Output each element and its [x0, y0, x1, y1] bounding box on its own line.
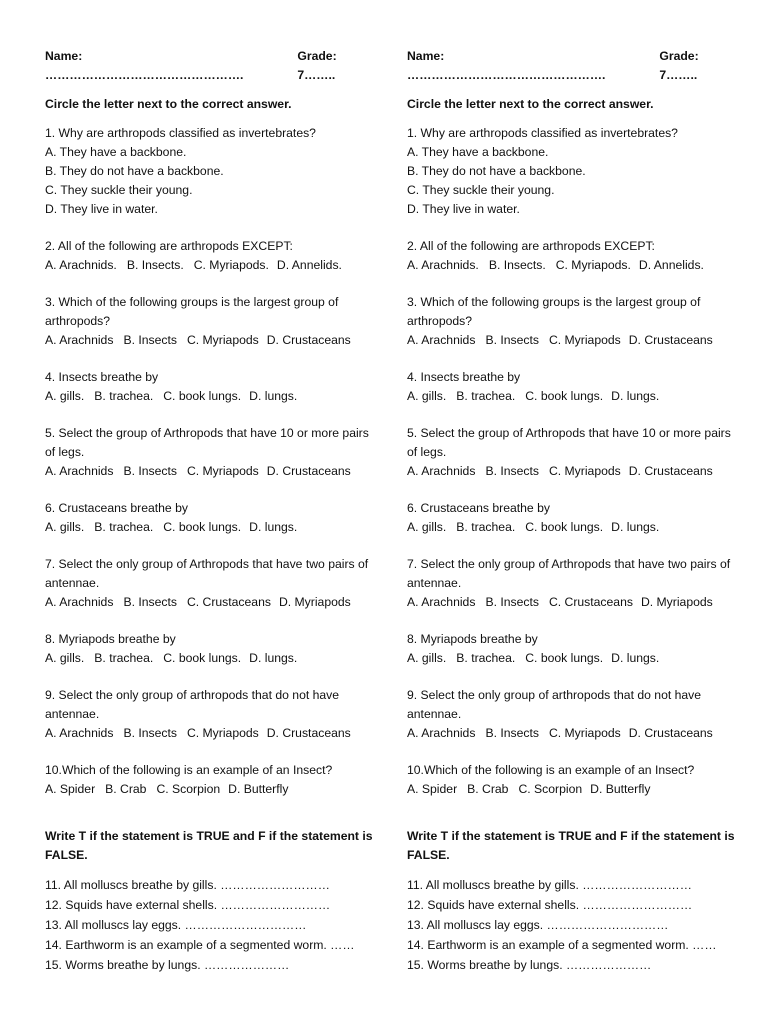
instruction-text: Circle the letter next to the correct answer. [407, 97, 654, 111]
answer-option: D. lungs. [249, 651, 298, 665]
answer-option: D. lungs. [611, 389, 660, 403]
question-3 [407, 293, 737, 350]
question-9 [407, 686, 737, 743]
question-6 [45, 499, 375, 537]
answer-options-row [45, 518, 375, 537]
answer-option: C. Myriapods. [193, 258, 269, 272]
answer-options-row [45, 593, 375, 612]
answer-option: C. Myriapods [186, 726, 259, 740]
answer-option: C. Myriapods [548, 464, 621, 478]
answer-option: D. They live in water. [45, 202, 158, 216]
question-stem: 2. All of the following are arthropods EXCEPT: [45, 239, 293, 253]
answer-option: A. Spider [407, 782, 458, 796]
name-label: Name: …………………………………………. [407, 49, 606, 82]
answer-option: C. Crustaceans [186, 595, 271, 609]
question-stem: 1. Why are arthropods classified as invertebrates? [45, 126, 316, 140]
answer-option: B. trachea. [94, 520, 154, 534]
answer-option: D. Annelids. [638, 258, 704, 272]
answer-option: C. book lungs. [163, 389, 242, 403]
worksheet-copy-left [45, 47, 375, 975]
question-stem: 1. Why are arthropods classified as invertebrates? [407, 126, 678, 140]
answer-options-row [407, 387, 737, 406]
answer-options-row [45, 462, 375, 481]
answer-option: A. gills. [407, 389, 447, 403]
answer-option: A. They have a backbone. [407, 145, 549, 159]
question-stem: 7. Select the only group of Arthropods that have two pairs of antennae. [45, 557, 369, 590]
question-stem: 4. Insects breathe by [45, 370, 159, 384]
true-false-item: 12. Squids have external shells. ……………………… [407, 898, 693, 912]
answer-option: D. lungs. [249, 520, 298, 534]
answer-option: B. Insects [123, 726, 177, 740]
true-false-instruction: Write T if the statement is TRUE and F if the statement is FALSE. [407, 829, 735, 862]
answer-option: D. Myriapods [640, 595, 713, 609]
question-stem: 9. Select the only group of arthropods that do not have antennae. [407, 688, 702, 721]
answer-option: C. Myriapods [548, 333, 621, 347]
question-10 [407, 761, 737, 799]
question-stem: 2. All of the following are arthropods EXCEPT: [407, 239, 655, 253]
question-stem: 8. Myriapods breathe by [407, 632, 538, 646]
answer-option: A. gills. [45, 651, 85, 665]
question-stem: 10.Which of the following is an example of an Insect? [407, 763, 695, 777]
question-7 [407, 555, 737, 612]
answer-option: D. Annelids. [276, 258, 342, 272]
question-stem: 6. Crustaceans breathe by [407, 501, 550, 515]
true-false-item: 13. All molluscs lay eggs. ………………………… [45, 918, 307, 932]
answer-option: B. Insects [123, 595, 177, 609]
answer-option: B. Insects. [126, 258, 184, 272]
answer-option: A. Arachnids [45, 726, 114, 740]
question-stem: 9. Select the only group of arthropods that do not have antennae. [45, 688, 340, 721]
question-5 [45, 424, 375, 481]
answer-option: D. Crustaceans [628, 726, 713, 740]
answer-option: D. lungs. [611, 651, 660, 665]
question-3 [45, 293, 375, 350]
answer-options-row [407, 518, 737, 537]
question-1 [45, 124, 375, 219]
question-stem: 4. Insects breathe by [407, 370, 521, 384]
answer-option: B. Crab [105, 782, 147, 796]
question-6 [407, 499, 737, 537]
answer-option: D. Butterfly [590, 782, 651, 796]
answer-option: A. gills. [407, 651, 447, 665]
answer-option: C. Myriapods [548, 726, 621, 740]
answer-option: B. They do not have a backbone. [407, 164, 586, 178]
question-10 [45, 761, 375, 799]
answer-option: A. Arachnids. [407, 258, 479, 272]
question-1 [407, 124, 737, 219]
answer-option: A. Arachnids [407, 333, 476, 347]
answer-options-row [45, 331, 375, 350]
question-stem: 10.Which of the following is an example of an Insect? [45, 763, 333, 777]
question-5 [407, 424, 737, 481]
question-7 [45, 555, 375, 612]
true-false-item: 11. All molluscs breathe by gills. ……………………… [45, 878, 330, 892]
answer-option: A. Arachnids [45, 464, 114, 478]
answer-option: A. gills. [407, 520, 447, 534]
question-9 [45, 686, 375, 743]
answer-options-row [407, 462, 737, 481]
answer-option: A. gills. [45, 389, 85, 403]
answer-option: D. Crustaceans [628, 333, 713, 347]
answer-option: B. trachea. [456, 651, 516, 665]
answer-option: C. Scorpion [156, 782, 221, 796]
answer-option: B. trachea. [456, 389, 516, 403]
answer-options-row [45, 780, 375, 799]
answer-option: B. trachea. [94, 651, 154, 665]
true-false-item: 15. Worms breathe by lungs. ………………… [407, 958, 652, 972]
question-2 [407, 237, 737, 275]
answer-option: B. trachea. [94, 389, 154, 403]
answer-option: C. Scorpion [518, 782, 583, 796]
answer-option: A. Arachnids [45, 595, 114, 609]
question-8 [45, 630, 375, 668]
answer-option: B. Insects [485, 726, 539, 740]
answer-options-row [407, 256, 737, 275]
answer-option: D. lungs. [249, 389, 298, 403]
answer-option: A. Arachnids [407, 726, 476, 740]
answer-option: A. Arachnids [407, 464, 476, 478]
answer-option: A. Arachnids [45, 333, 114, 347]
question-2 [45, 237, 375, 275]
answer-option: B. Crab [467, 782, 509, 796]
answer-options-row [45, 649, 375, 668]
question-4 [45, 368, 375, 406]
true-false-item: 15. Worms breathe by lungs. ………………… [45, 958, 290, 972]
answer-option: C. book lungs. [525, 651, 604, 665]
answer-option: B. Insects [485, 333, 539, 347]
answer-option: C. book lungs. [525, 520, 604, 534]
name-label: Name: …………………………………………. [45, 49, 244, 82]
answer-options-row [407, 593, 737, 612]
true-false-item: 12. Squids have external shells. ……………………… [45, 898, 331, 912]
answer-option: B. Insects [123, 464, 177, 478]
worksheet-copy-right [407, 47, 737, 975]
question-8 [407, 630, 737, 668]
answer-option: B. Insects [485, 464, 539, 478]
answer-options-row [407, 780, 737, 799]
answer-option: D. Crustaceans [266, 464, 351, 478]
question-stem: 6. Crustaceans breathe by [45, 501, 188, 515]
answer-option: B. Insects [123, 333, 177, 347]
question-stem: 3. Which of the following groups is the largest group of arthropods? [407, 295, 701, 328]
answer-option: B. Insects [485, 595, 539, 609]
grade-label: Grade: 7…….. [297, 49, 337, 82]
true-false-item: 14. Earthworm is an example of a segmented worm. …… [407, 938, 717, 952]
answer-option: B. Insects. [488, 258, 546, 272]
answer-option: C. book lungs. [163, 520, 242, 534]
instruction-text: Circle the letter next to the correct answer. [45, 97, 292, 111]
question-stem: 5. Select the group of Arthropods that have 10 or more pairs of legs. [407, 426, 731, 459]
answer-option: D. Butterfly [228, 782, 289, 796]
answer-option: A. Arachnids. [45, 258, 117, 272]
answer-options-row [45, 256, 375, 275]
answer-option: B. trachea. [456, 520, 516, 534]
answer-option: C. Crustaceans [548, 595, 633, 609]
question-stem: 3. Which of the following groups is the largest group of arthropods? [45, 295, 339, 328]
question-4 [407, 368, 737, 406]
true-false-instruction: Write T if the statement is TRUE and F if the statement is FALSE. [45, 829, 373, 862]
true-false-item: 11. All molluscs breathe by gills. ……………………… [407, 878, 692, 892]
answer-option: C. book lungs. [525, 389, 604, 403]
answer-option: C. Myriapods [186, 333, 259, 347]
true-false-item: 14. Earthworm is an example of a segmented worm. …… [45, 938, 355, 952]
answer-option: A. Arachnids [407, 595, 476, 609]
answer-option: C. book lungs. [163, 651, 242, 665]
question-stem: 5. Select the group of Arthropods that have 10 or more pairs of legs. [45, 426, 369, 459]
header-line [45, 47, 375, 85]
answer-options-row [45, 387, 375, 406]
header-line [407, 47, 737, 85]
answer-option: B. They do not have a backbone. [45, 164, 224, 178]
question-stem: 7. Select the only group of Arthropods that have two pairs of antennae. [407, 557, 731, 590]
answer-option: D. They live in water. [407, 202, 520, 216]
answer-option: C. They suckle their young. [407, 183, 555, 197]
answer-options-row [45, 724, 375, 743]
true-false-item: 13. All molluscs lay eggs. ………………………… [407, 918, 669, 932]
answer-option: D. Myriapods [278, 595, 351, 609]
answer-option: D. Crustaceans [266, 333, 351, 347]
answer-option: D. Crustaceans [628, 464, 713, 478]
answer-option: D. Crustaceans [266, 726, 351, 740]
answer-options-row [407, 649, 737, 668]
question-stem: 8. Myriapods breathe by [45, 632, 176, 646]
answer-option: A. They have a backbone. [45, 145, 187, 159]
grade-label: Grade: 7…….. [659, 49, 699, 82]
answer-option: A. gills. [45, 520, 85, 534]
answer-option: D. lungs. [611, 520, 660, 534]
answer-options-row [407, 724, 737, 743]
answer-option: C. Myriapods. [555, 258, 631, 272]
answer-option: C. Myriapods [186, 464, 259, 478]
answer-option: C. They suckle their young. [45, 183, 193, 197]
answer-options-row [407, 331, 737, 350]
answer-option: A. Spider [45, 782, 96, 796]
